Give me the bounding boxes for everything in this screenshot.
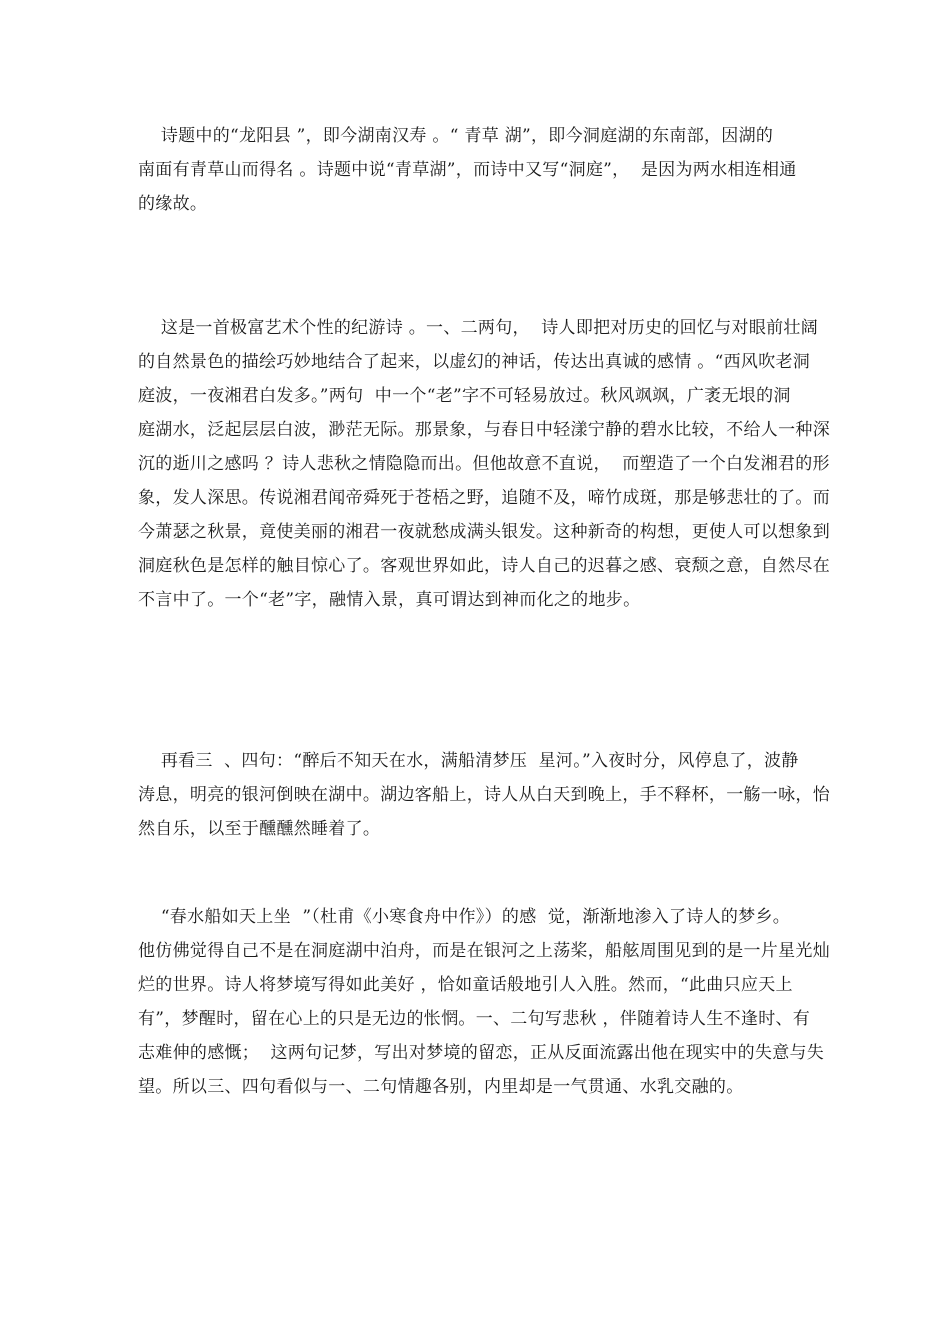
text-line: 南面有青草山而得名 。诗题中说“青草湖”，而诗中又写“洞庭”， 是因为两水相连相通	[138, 160, 797, 180]
text-line: 庭湖水，泛起层层白波，渺茫无际。那景象，与春日中轻漾宁静的碧水比较，不给人一种深	[138, 420, 830, 440]
paragraph-dream-analysis	[138, 900, 830, 1104]
text-line: 望。所以三、四句看似与一、二句情趣各别，内里却是一气贯通、水乳交融的。	[138, 1077, 744, 1097]
text-line: 涛息，明亮的银河倒映在湖中。湖边客船上，诗人从白天到晚上，手不释杯，一觞一咏，怡	[138, 785, 830, 805]
text-line: “春水船如天上坐 ”（杜甫《小寒食舟中作》）的感 觉，渐渐地渗入了诗人的梦乡。	[138, 907, 791, 927]
text-line: 然自乐，以至于醺醺然睡着了。	[138, 819, 381, 839]
text-line: 沉的逝川之感吗 ？诗人悲秋之情隐隐而出。但他故意不直说， 而塑造了一个白发湘君的形	[138, 454, 830, 474]
text-line: 洞庭秋色是怎样的触目惊心了。客观世界如此，诗人自己的迟暮之感、衰颓之意，自然尽在	[138, 556, 830, 576]
paragraph-lines-three-four	[138, 744, 830, 846]
text-line: 不言中了。一个“老”字，融情入景，真可谓达到神而化之的地步。	[138, 590, 641, 610]
text-line: 烂的世界。诗人将梦境写得如此美好 ，恰如童话般地引人入胜。然而，“此曲只应天上	[138, 975, 793, 995]
text-line: 的自然景色的描绘巧妙地结合了起来，以虚幻的神话，传达出真诚的感情 。“西风吹老洞	[138, 352, 811, 372]
text-line: 再看三 、四句：“醉后不知天在水，满船清梦压 星河。”入夜时分，风停息了，波静	[138, 751, 799, 771]
text-line: 象，发人深思。传说湘君闻帝舜死于苍梧之野，追随不及，啼竹成斑，那是够悲壮的了。而	[138, 488, 830, 508]
text-line: 今萧瑟之秋景，竟使美丽的湘君一夜就愁成满头银发。这种新奇的构想，更使人可以想象到	[138, 522, 830, 542]
text-line: 这是一首极富艺术个性的纪游诗 。一、二两句， 诗人即把对历史的回忆与对眼前壮阔	[138, 318, 819, 338]
text-line: 有”，梦醒时，留在心上的只是无边的怅惘。一、二句写悲秋 ，伴随着诗人生不逢时、有	[138, 1009, 811, 1029]
paragraph-first-two-lines	[138, 311, 830, 617]
text-line: 的缘故。	[138, 194, 208, 214]
paragraph-title-explanation	[138, 119, 814, 221]
text-line: 诗题中的“龙阳县 ”，即今湖南汉寿 。“ 青草 湖”，即今洞庭湖的东南部，因湖的	[138, 126, 774, 146]
text-line: 庭波，一夜湘君白发多。”两句 中一个“老”字不可轻易放过。秋风飒飒，广袤无垠的洞	[138, 386, 791, 406]
text-line: 他仿佛觉得自己不是在洞庭湖中泊舟，而是在银河之上荡桨，船舷周围见到的是一片星光灿	[138, 941, 830, 961]
text-line: 志难伸的感慨； 这两句记梦，写出对梦境的留恋，正从反面流露出他在现实中的失意与失	[138, 1043, 825, 1063]
